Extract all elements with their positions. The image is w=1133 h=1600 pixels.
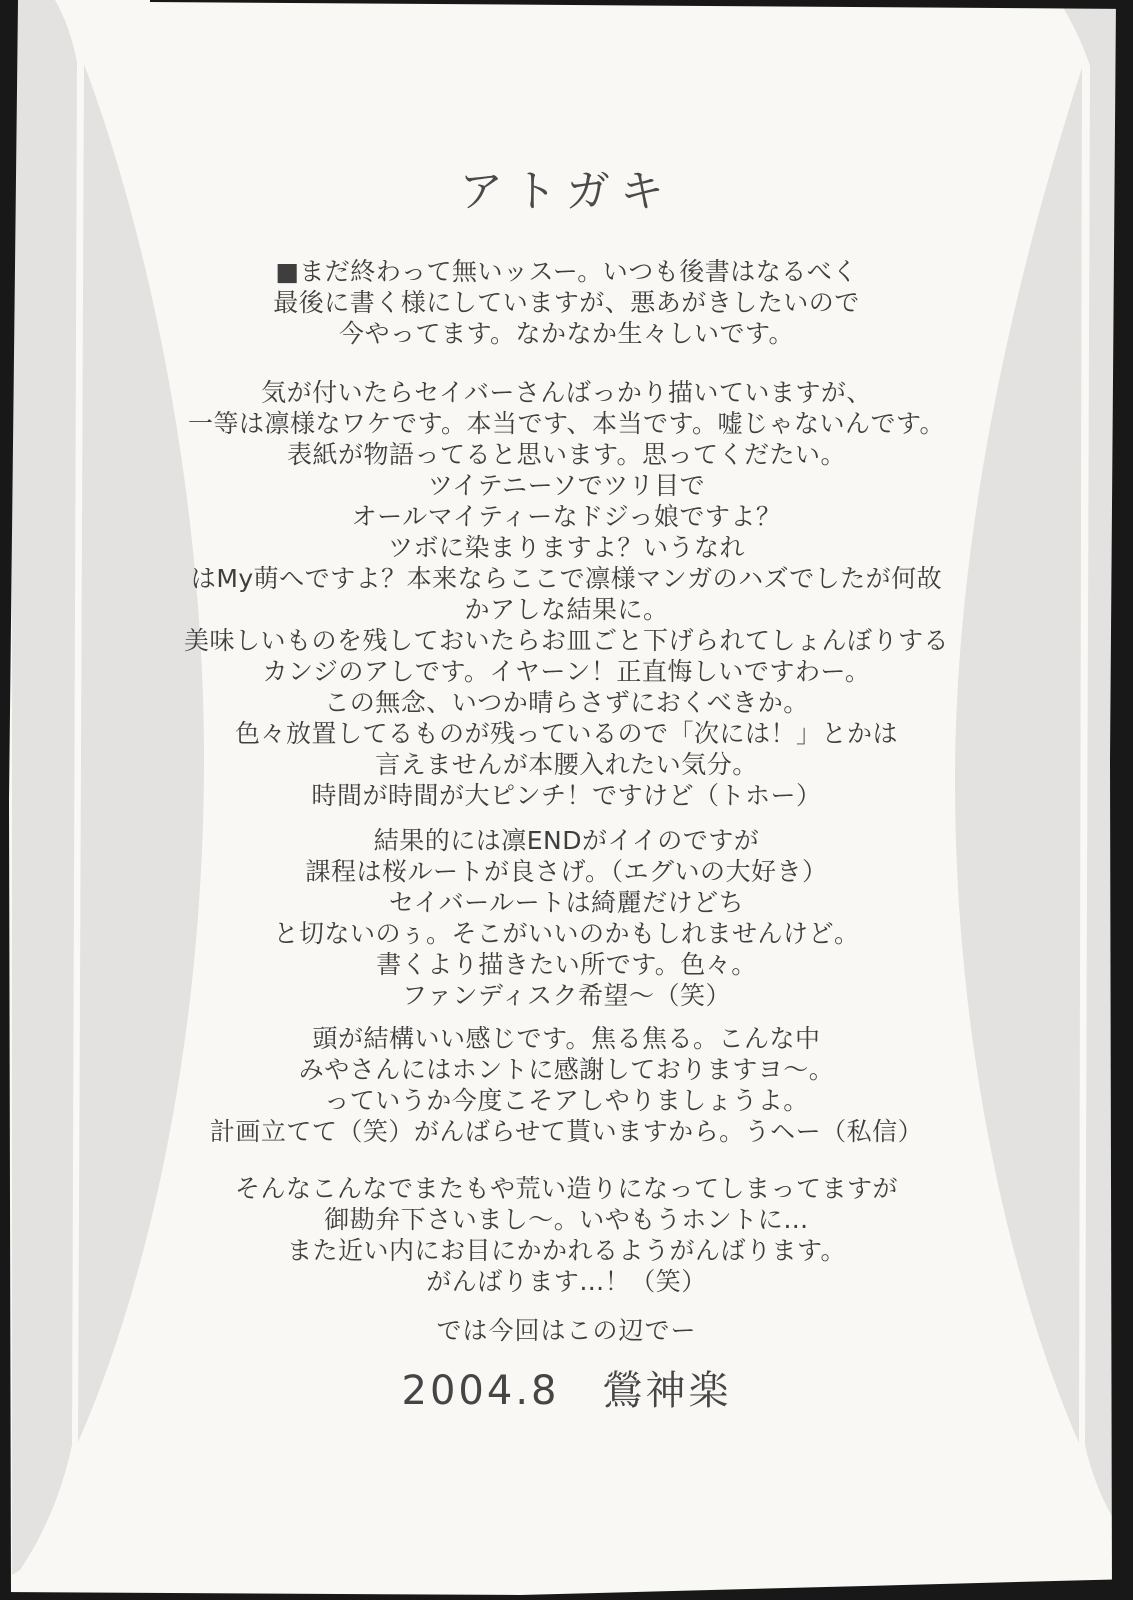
paragraph [70,1173,1063,1297]
text-line: はMy萌へですよ？本来ならここで凛様マンガのハズでしたが何故 [190,564,943,593]
closing-line: では今回はこの辺でー [436,1316,697,1345]
text-line: 頭が結構いい感じです。焦る焦る。こんな中 [312,1024,821,1053]
paragraph [70,825,1063,1011]
text-line: っていうか今度こそアしやりましょうよ。 [324,1086,809,1115]
text-line: 書くより描きたい所です。色々。 [376,950,757,979]
text-line: ファンディスク希望〜（笑） [401,981,731,1010]
text-line: カンジのアしです。イヤーン！正直悔しいですわー。 [262,657,871,686]
text-line: 結果的には凛ENDがイイのですが [373,826,760,855]
left-inner-band-shape [12,0,77,1575]
paragraph [70,256,1063,349]
text-line: がんばります…！（笑） [426,1267,707,1296]
text-line: 計画立てて（笑）がんばらせて貰いますから。うヘー（私信） [209,1117,924,1146]
text-line: 色々放置してるものが残っているので「次には！」とかは [234,719,898,748]
text-line: そんなこんなでまたもや荒い造りになってしまってますが [234,1174,898,1203]
text-line: 一等は凛様なワケです。本当です、本当です。嘘じゃないんです。 [187,409,945,438]
text-line: ツボに染まりますよ？いうなれ [387,533,745,562]
text-line: 最後に書く様にしていますが、悪あがきしたいので [273,288,860,317]
paragraph [70,377,1063,811]
text-line: みやさんにはホントに感謝しておりますヨ〜。 [298,1055,835,1084]
text-line: ■まだ終わって無いッスー。いつも後書はなるべく [275,257,858,286]
text-line: 課程は桜ルートが良さげ。（エグいの大好き） [305,857,828,886]
text-line: 時間が時間が大ピンチ！ですけど（トホー） [311,781,822,810]
text-line: 気が付いたらセイバーさんばっかり描いていますが、 [261,378,872,407]
text-line: 今やってます。なかなか生々しいです。 [338,319,794,348]
afterword-body [70,256,1063,1297]
text-line: ツイテニーソでツリ目で [427,471,706,500]
text-line: また近い内にお目にかかれるようがんばります。 [286,1236,846,1265]
text-line: この無念、いつか晴らさずにおくべきか。 [324,688,809,717]
paragraph [70,1023,1063,1147]
text-line: 御勘弁下さいまし〜。いやもうホントに… [324,1205,809,1234]
text-line: オールマイティーなドジっ娘ですよ？ [351,502,782,531]
page-title: アトガキ [459,166,674,217]
text-line: セイバールートは綺麗だけどち [388,888,745,917]
afterword-content [70,0,1063,1600]
text-line: 美味しいものを残しておいたらお皿ごと下げられてしょんぼりする [183,626,949,655]
text-line: 言えませんが本腰入れたい気分。 [375,750,758,779]
text-line: かアしな結果に。 [464,595,669,624]
text-line: 表紙が物語ってると思います。思ってくだたい。 [286,440,846,469]
date-signature: 2004.8 鶯神楽 [401,1368,732,1414]
text-line: と切ないのぅ。そこがいいのかもしれませんけど。 [273,919,860,948]
